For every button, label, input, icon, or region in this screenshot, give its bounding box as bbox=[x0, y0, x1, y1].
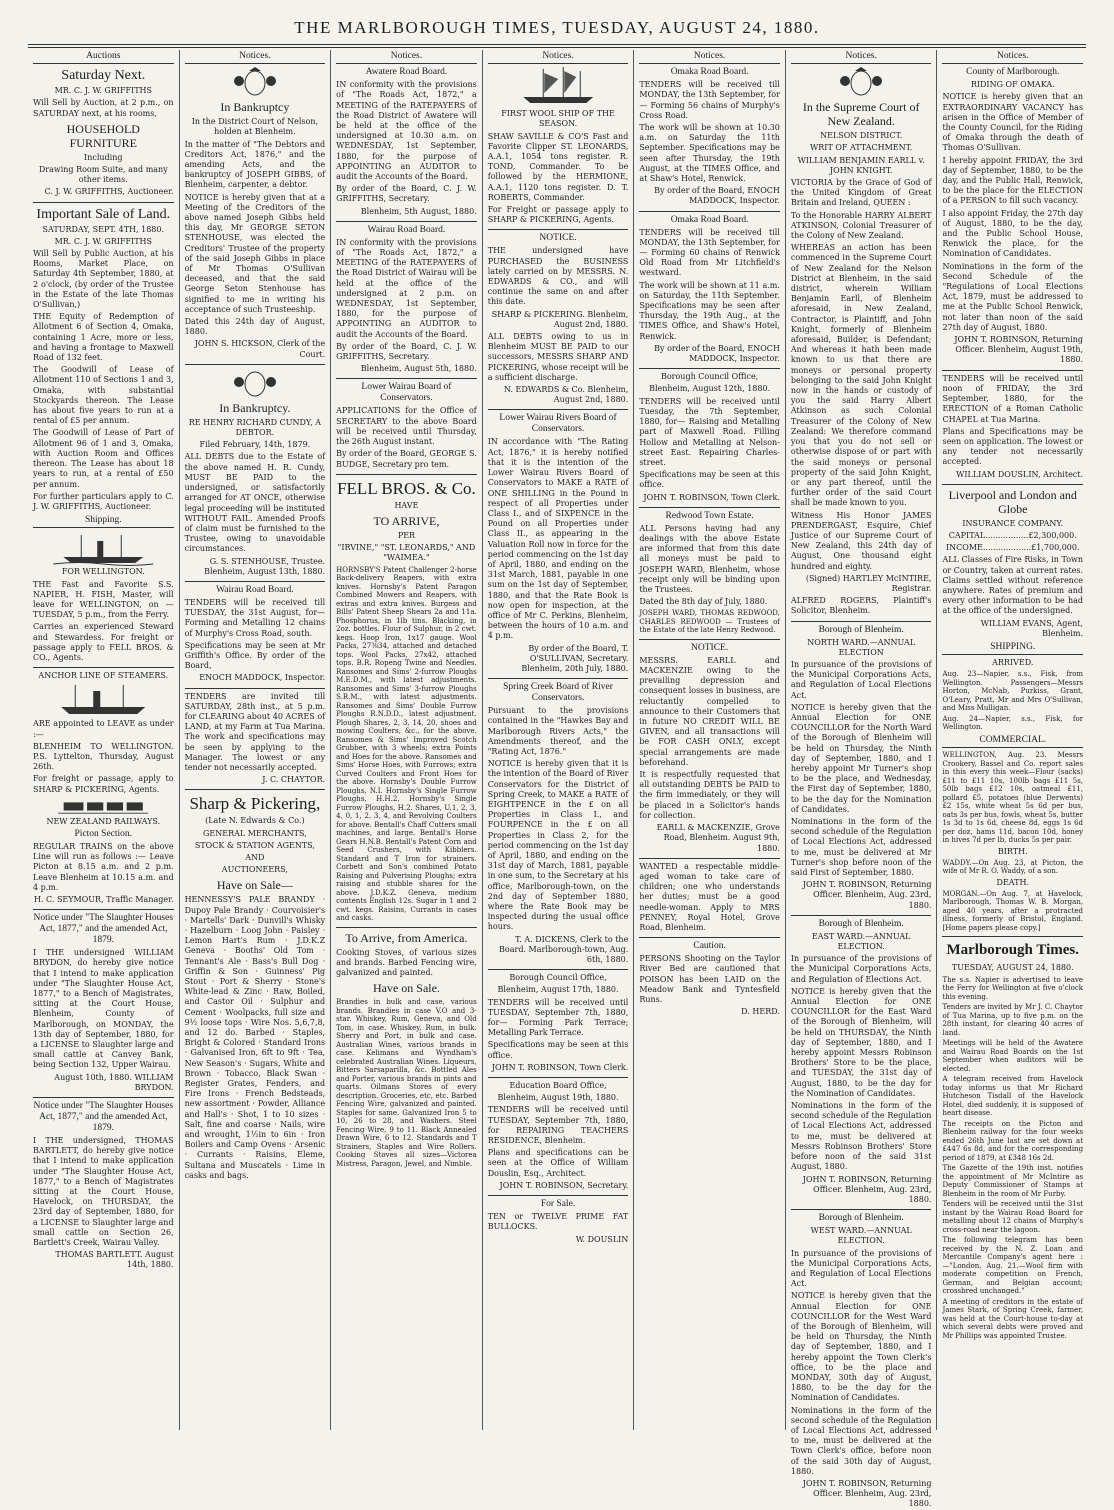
ad-text: The Goodwill of Lease of Allotment 110 of Sections 1 and 3, Omaka, with substantial Stockyards thereon. The Lease has about five years to run at a rental of £5 per annum. bbox=[33, 365, 174, 426]
ad-signature: D. HERD. bbox=[741, 1007, 780, 1017]
ad-text: GENERAL MERCHANTS, bbox=[203, 828, 307, 838]
ad-heading: County of Marlborough. bbox=[966, 67, 1060, 78]
ad-text: Carries an experienced Steward and Stewardess. For freight or passage apply to FELL BROS. & CO., Agents. bbox=[33, 622, 174, 662]
royal-crest-icon bbox=[225, 67, 285, 97]
divider bbox=[791, 1209, 932, 1210]
divider bbox=[185, 688, 326, 689]
ad-text: NOTICE is hereby given that it is the intention of the Board of River Conservators for the District of Spring Creek, to MAKE a RATE of EIGHTPENCE in the £ on all Properties in Class I., and FOURPENCE in the £ on all Properties in Class 2, for the period commencing on the 1st day of April, 1880, and ending on the 31st day of March, 1881, payable in one sum, to the Secretary at his office, Marlborough-town, on the 2nd day of September 1880, where the Rate Book may be inspected during the usual office hours. bbox=[487, 759, 629, 932]
ad-signature: EARLL & MACKENZIE, Grove Road, Blenheim. August 9th, 1880. bbox=[656, 823, 780, 853]
ad-text: "IRVINE," "ST. LEONARDS," AND "WAIMEA." bbox=[337, 543, 476, 563]
ad-text: HAVE bbox=[394, 500, 419, 510]
divider bbox=[33, 667, 174, 668]
ad-text: I THE undersigned, THOMAS BARTLETT, do hereby give notice that I intend to make application under "The Slaughter House Act, 1877," to a Bench of Magistrates sitting at the Court House, Havelock, on THURSDAY, the 23rd day of September, 1880, for a LICENSE to Slaughter large and small cattle on Section 26, Bartlett's Creek, Wairau Valley. bbox=[33, 1136, 174, 1248]
ad-date: Blenheim, August 17th, 1880. bbox=[497, 985, 619, 995]
ad-text: Dated this 24th day of August, 1880. bbox=[184, 317, 326, 337]
ad-signature: JOHN T. ROBINSON, Returning Officer. Blenheim, Aug. 23rd, 1880. bbox=[802, 880, 932, 910]
ad-text: EAST WARD.—ANNUAL ELECTION. bbox=[811, 931, 911, 952]
ad-heading: Notice under "The Slaughter Houses Act, 1877," and the amended Act, 1879. bbox=[33, 913, 174, 946]
ad-text: TENDERS will be received till MONDAY, the 13th September, for— Forming 56 chains of Murphy's Cross Road. bbox=[639, 80, 780, 120]
ad-text: VICTORIA by the Grace of God of the United Kingdom of Great Britain and Ireland, QUEEN : bbox=[790, 178, 932, 208]
ad-text: ARRIVED. bbox=[992, 658, 1034, 668]
divider bbox=[791, 915, 932, 916]
column-heading: Auctions bbox=[33, 50, 174, 64]
ad-text: For Freight or passage apply to SHARP & PICKERING, Agents. bbox=[487, 205, 629, 225]
ad-heading: Borough of Blenheim. bbox=[818, 918, 904, 929]
ad-text: NOTICE is hereby given that the Annual Election for ONE COUNCILLOR for the West Ward of the Borough of Blenheim, will be held on Thursday, the Ninth day of September, 1880, and I hereby appoint the Town Clerk's office, to be the place and MONDAY, 30th day of August, 1880, to be the day for the Nomination of Candidates. bbox=[790, 1291, 932, 1403]
ad-text: BLENHEIM TO WELLINGTON. P.S. Lyttelton, Thursday, August 26th. bbox=[33, 741, 174, 772]
ad-heading: Liverpool and London and Globe bbox=[948, 487, 1077, 516]
ad-text: For freight or passage, apply to SHARP & PICKERING, Agents. bbox=[33, 774, 174, 794]
ad-heading: Notice under "The Slaughter Houses Act, 1877," and the amended Act, 1879. bbox=[33, 1101, 174, 1134]
editorial-title: Marlborough Times. bbox=[946, 942, 1080, 959]
ad-text: THE Equity of Redemption of Allotment 6 of Section 4, Omaka, containing 1 Acre, more or less, and having a frontage to Maxwell Road of 132 feet. bbox=[33, 312, 174, 363]
divider bbox=[33, 1097, 174, 1098]
divider bbox=[942, 936, 1083, 937]
section-heading: SHIPPING. bbox=[942, 641, 1083, 655]
ad-date: SATURDAY, SEPT. 4TH, 1880. bbox=[42, 224, 165, 234]
ad-heading: Have on Sale— bbox=[216, 878, 293, 893]
ad-text: ALL DEBTS owing to us in Blenheim MUST BE PAID to our successors, MESSRS SHARP AND PICKERING, whose receipt will be a sufficient discharge. bbox=[487, 332, 629, 382]
divider bbox=[639, 858, 780, 859]
ad-signature: N. EDWARDS & Co. Blenheim, August 2nd, 1880. bbox=[503, 385, 629, 405]
train-icon bbox=[40, 797, 167, 815]
ad-text: Education Board Office, bbox=[509, 1081, 607, 1091]
divider bbox=[639, 639, 780, 640]
ad-text: ALL Persons having had any dealings with the above Estate are informed that from this date all moneys must be paid to JOSEPH WARD, Blenheim, whose receipt only will be binding upon the Trustees. bbox=[639, 523, 780, 594]
column-auctions bbox=[28, 50, 179, 1430]
ad-text: PERSONS Shooting on the Taylor River Bed are cautioned that POISON has been LAID on the Meadow Bank and Tyntesfield Runs. bbox=[639, 954, 780, 1004]
ad-text: I hereby appoint FRIDAY, the 3rd day of September, 1880, to be the day, and the Public Hall, Renwick, to be the place for the ELECTION of a PERSON to fill such vacancy. bbox=[942, 155, 1084, 206]
ad-text: The work will be shown at 10.30 a.m. on Saturday the 11th September. Specifications may be seen after Thursday, the 19th August, at the TIMES Office, and at Shaw's Hotel, Renwick. bbox=[639, 123, 780, 184]
ad-heading: Caution. bbox=[693, 941, 726, 952]
column-notices-7 bbox=[936, 50, 1088, 1430]
ad-text: NOTICE is hereby given that an EXTRAORDINARY VACANCY has arisen in the Office of Member of the County Council, for the Riding of Omaka through the death of Thomas O'Sullivan. bbox=[942, 92, 1084, 153]
ad-text: Borough Council Office, bbox=[660, 372, 759, 382]
ad-text: Specifications may be seen at this office. bbox=[487, 1040, 629, 1060]
ad-signature: By order of the Board, ENOCH MADDOCK, Inspector. bbox=[654, 343, 780, 364]
ad-heading: Have on Sale. bbox=[372, 981, 440, 996]
ad-text: WANTED a respectable middle-aged woman to take care of children; one who understands her duties; must be a good needle-woman. Apply to MRS PENNEY, Royal Hotel, Grove Road, Blenheim. bbox=[639, 861, 780, 932]
ad-text: In pursuance of the provisions of the Municipal Corporations Acts, and Regulation of Local Elections Act. bbox=[790, 659, 932, 700]
ad-signature: C. J. W. GRIFFITHS, Auctioneer. bbox=[44, 187, 174, 197]
ad-text: Will Sell by Auction, at 2 p.m., on SATURDAY next, at his rooms, bbox=[33, 98, 174, 118]
ad-heading: Borough of Blenheim. bbox=[818, 624, 904, 635]
ad-signature: J. C. CHAYTOR. bbox=[262, 775, 326, 785]
news-item: Tenders will be received until the 31st instant by the Wairau Road Board for metalling about 12 chains of Murphy's cross-road near the lagoon. bbox=[942, 1200, 1084, 1234]
divider bbox=[942, 370, 1083, 371]
ad-text: In pursuance of the provisions of the Municipal Corporations Acts, and Regulation of Elections Act. bbox=[790, 954, 932, 984]
ad-text: Nominations in the form of the second schedule of the Regulation of Local Elections Act, addressed to me, must be delivered at Messrs Robinson Brothers' Store before noon of the said 31st August, 1880. bbox=[790, 1101, 932, 1172]
ad-signature: By order of the Board, ENOCH MADDOCK, Inspector. bbox=[654, 186, 780, 206]
ad-heading: NOTICE. bbox=[691, 642, 729, 653]
auctioneer-name: MR. C. J. W. GRIFFITHS bbox=[54, 86, 152, 96]
ad-heading: Saturday Next. bbox=[61, 68, 146, 84]
ad-heading: Wairau Road Board. bbox=[216, 584, 294, 595]
divider bbox=[185, 364, 326, 365]
ad-text: WELLINGTON, Aug. 23. Messrs Crookery, Bassel and Co. report sales in this every this week—Flour (sacks) £11 to £11 10s, 100lb bags £11 5s, 50lb bags £12 10s, oatmeal £11, pollard £5, potatoes (blue Derwents) £2 15s, white wheat 5s 6d per bus, oats 3s per bus, fowls, wheat 5s, butter 1s 3d to 1s 6d, cheese 8d, eggs 1s 6d per doz, hams 11d, bacon 10d, honey in hives 7d per lb, ducks 5s per pair. bbox=[942, 751, 1084, 845]
ad-signature: G. S. STENHOUSE, Trustee. Blenheim, August 13th, 1880. bbox=[204, 556, 326, 576]
ad-text: STOCK & STATION AGENTS, bbox=[194, 840, 315, 850]
route-heading: NEW ZEALAND RAILWAYS. bbox=[46, 816, 161, 826]
ad-text: By order of the Board, GEORGE S. BUDGE, Secretary pro tem. bbox=[336, 449, 477, 469]
ad-text: The Goodwill of Lease of Part of Allotment 96 of 1 and 3, Omaka, with Auction Room and Offices thereon. The Lease has about 18 years to run, at a rental of £50 per annum. bbox=[33, 428, 174, 489]
ad-signature: JOHN T. ROBINSON, Returning Officer. Blenheim, August 19th, 1880. bbox=[954, 335, 1084, 365]
ad-text: NORTH WARD.—ANNUAL ELECTION bbox=[807, 637, 916, 657]
ad-text: REGULAR TRAINS on the above Line will run as follows :— Leave Picton at 8.15 a.m. and 2 p.m. Leave Blenheim at 10.15 a.m. and 4 p.m. bbox=[33, 841, 174, 892]
ad-text: ALFRED ROGERS, Plaintiff's Solicitor, Blenheim. bbox=[790, 596, 932, 616]
ad-text: MORGAN.—On Aug. 7, at Havelock, Marlborough, Thomas W. B. Morgan, aged 40 years, after a protracted illness, formerly of Bristol, England. [Home papers please copy.] bbox=[942, 889, 1084, 932]
ad-signature: JOHN T. ROBINSON, Returning Officer. Blenheim, Aug. 23rd, 1880. bbox=[802, 1174, 932, 1204]
route-heading: ANCHOR LINE OF STEAMERS. bbox=[38, 671, 169, 681]
divider bbox=[791, 621, 932, 622]
ad-text: WILLIAM BENJAMIN EARLL v. JOHN KNIGHT. bbox=[797, 155, 925, 175]
ad-text: For further particulars apply to C. J. W. GRIFFITHS, Auctioneer. bbox=[33, 491, 174, 511]
ad-signature: JOHN T. ROBINSON, Returning Officer. Blenheim, Aug. 23rd, 1880. bbox=[802, 1478, 932, 1509]
ad-text: SHAW SAVILLE & CO'S Fast and Favorite Clipper ST. LEONARDS, A.A.1, 1054 tons register. R. TOND, Commander. To be followed by the HERMIONE, A.A.1, 1120 tons register. D. T. ROBERTS, Commander. bbox=[487, 131, 629, 202]
ad-text: THE undersigned have PURCHASED the BUSINESS lately carried on by MESSRS. N. EDWARDS & CO., and will continue the same on and after this date. bbox=[487, 246, 629, 307]
ad-heading: Omaka Road Board. bbox=[670, 67, 749, 78]
ad-text: TENDERS are invited till SATURDAY, 28th inst., at 5 p.m. for CLEARING about 40 ACRES of LAND, at my Farm at Tua Marina. The work and specifications may be seen by applying to the Manager. The lowest or any tender not necessarily accepted. bbox=[184, 691, 326, 772]
columns bbox=[28, 50, 1088, 1509]
ad-text: IN conformity with the provisions of "The Roads Act, 1872," a MEETING of the RATEPAYERS of the Road District of Wairau will be held at the office of the undersigned at 2 p.m. on WEDNESDAY, 1st September, 1880, for the purpose of APPOINTING an AUDITOR to audit the Accounts of the Board. bbox=[336, 237, 477, 339]
ad-heading: Borough of Blenheim. bbox=[818, 1213, 904, 1224]
ad-signature: JOHN T. ROBINSON, Town Clerk. bbox=[491, 1062, 629, 1072]
ad-text: APPLICATIONS for the Office of SECRETARY to the above Board will be received until Thursday, the 26th August instant. bbox=[336, 406, 477, 447]
ad-signature: ENOCH MADDOCK, Inspector. bbox=[199, 673, 326, 683]
ad-text: Including bbox=[84, 152, 123, 162]
ad-signature: (Signed) HARTLEY McINTIRE, Registrar. bbox=[805, 573, 932, 593]
product-list: Brandies in bulk and case, various brands. Brandies in case V.O and 3-star. Whiskey, Rum, Geneva, and Old Tom, in case. Whiskey, Rum, in bulk. Sherry and Port, in bulk and case. Australian Wines, various brands in case. Kelimans and Wyndham's celebrated Australian Wines. Liqueurs, Bitters Sarsaparilla, &c. Bottled Ales and Porter, various brands in pints and quarts. Oilmans Stores of every description. Groceries, etc, etc. Barbed Fencing Wire, galvanized and painted. Staples for same. Galvanized Iron 5 to 10, 26 to 28, and Washers. Steel Fencing Wire, 9 to 11. Black Annealed Drawn Wire, 6 to 12. Standards and T Strainers, Staples and Wire Rollers. Cooking Stoves all sizes—Victorea Mistress, Paragon, Jewel, and Nimble. bbox=[336, 998, 477, 1168]
divider bbox=[336, 927, 477, 928]
ad-date: Dated the 8th day of July, 1880. bbox=[639, 597, 768, 607]
column-heading: Notices. bbox=[791, 50, 932, 64]
divider bbox=[488, 229, 629, 230]
divider bbox=[488, 1077, 629, 1078]
ad-text: Will Sell by Public Auction, at his Rooms, Market Place, on Saturday 4th September, 1880, at 2 o'clock, (by order of the Trustee in the Estate of the late Thomas O'Sullivan,) bbox=[33, 249, 174, 310]
ad-signature: JOHN T. ROBINSON, Town Clerk. bbox=[643, 492, 780, 502]
ad-text: ARE appointed to LEAVE as under :— bbox=[33, 719, 174, 739]
ad-heading: For Sale. bbox=[540, 1199, 576, 1210]
ad-heading: NOTICE. bbox=[539, 233, 577, 244]
ad-text: I also appoint Friday, the 27th day of August, 1880, to be the day, and the Public School House, Renwick the place, for the Nomination of Candidates. bbox=[942, 208, 1084, 259]
ad-heading: Lower Wairau Rivers Board of Conservators. bbox=[499, 413, 617, 435]
news-item: Tenders are invited by Mr J. C. Chaytor of Tua Marina, up to five p.m. on the 28th instant, for clearing 40 acres of land. bbox=[942, 1003, 1084, 1037]
ad-heading: In Bankruptcy bbox=[220, 100, 290, 115]
ad-text: TENDERS will be received till TUESDAY, the 31st August, for— Forming and Metalling 12 chains of Murphy's Cross Road, south. bbox=[184, 597, 326, 638]
ad-signature: SHARP & PICKERING. Blenheim, August 2nd, 1880. bbox=[491, 309, 629, 329]
masthead: THE MARLBOROUGH TIMES, TUESDAY, AUGUST 24, 1880. bbox=[294, 18, 820, 37]
ad-text: Pursuant to the provisions contained in the "Hawkes Bay and Marlborough Rivers Acts," the Amendments thereof, and the "Rating Act, 1876." bbox=[487, 706, 629, 756]
ad-heading: FIRST WOOL SHIP OF THE SEASON. bbox=[501, 109, 615, 129]
editorial-date: TUESDAY, AUGUST 24, 1880. bbox=[951, 963, 1074, 973]
ad-heading: Lower Wairau Board of Conservators. bbox=[361, 382, 452, 404]
divider bbox=[33, 909, 174, 910]
ad-text: In the matter of "The Debtors and Creditors Act, 1876," and the amending Acts, and the bankruptcy of JOSEPH GIBBS, of Blenheim, carpenter, a debtor. bbox=[184, 139, 326, 190]
divider bbox=[33, 202, 174, 203]
ad-signature: WILLIAM DOUSLIN, Architect. bbox=[956, 469, 1084, 479]
news-item: The Gazette of the 19th inst. notifies the appointment of Mr McIntire as Deputy Commissioner of Stamps at Blenheim in the room of Mr Furby. bbox=[942, 1164, 1084, 1198]
ad-signature: THOMAS BARTLETT. August 14th, 1880. bbox=[55, 1250, 174, 1270]
ad-signature: JOHN T. ROBINSON, Secretary. bbox=[499, 1180, 629, 1190]
ad-text: Witness His Honor JAMES PRENDERGAST, Esquire, Chief Justice of our Supreme Court of New Zealand, this 24th day of August, One thousand eight hundred and eighty. bbox=[790, 510, 932, 571]
divider bbox=[942, 484, 1083, 485]
ad-text: NOTICE is hereby given that the Annual Election for ONE COUNCILLOR for the North Ward of the Borough of Blenheim will be held on Thursday, the Ninth day of September, 1880, and I hereby appoint Mr Turner's shop to be the place, and Wednesday, the First day of September, 1880, to be the day for the Nomination of Candidates. bbox=[790, 702, 932, 814]
ad-text: Aug. 23—Napier, s.s., Fisk, from Wellington. Passengers—Messrs Horton, McNab, Purkiss, Grant, O'Leary, Pratt, Mr and Mrs O'Sullivan, and Miss Mulligan. bbox=[942, 670, 1084, 713]
ad-text: INCOME...................£1,700,000. bbox=[945, 543, 1080, 553]
steamship-icon bbox=[40, 683, 167, 717]
ad-text: TENDERS will be received until noon of FRIDAY, the 3rd September, 1880, for the ERECTION of a Roman Catholic CHAPEL at Tua Marina. bbox=[942, 373, 1084, 424]
product-list: HENNESSY'S PALE BRANDY · Dupoy Pale Brandy · Courvoisier's · Martells' Dark · Dunvill's Whisky · Hazelburn · Loog John · Paisley · Lemon Hart's Rum · J.D.K.Z Geneva · Booths' Old Tom · Tennant's Ale · Bass's Bull Dog · Griffin & Son · Guinness' Pig Stout · Port & Sherry · Stone's White-lead & Zinc · Raw, Boiled, and Castor Oil · Sulphur and Cement · Woolpacks, full size and 9½ loose tops · Wire Nos. 5,6,7,8, and 12 do. Barbed · Staples, Bright & Colored · Standard Irons · Galvanised Iron, 6ft to 9ft · Tea, New Season's · Sugars, White and Brown · Tobacco, Black Swan · Register Grates, Fenders, and Fire Irons · French Bedsteads, new assortment · Powder, Alliance and Hall's · Shot, 1 to 10 sizes · Salt, fine and coarse · Nails, wire and wrought, 1½in to 6in · Iron Boilers and Camp Ovens · Arsenic · Currants · Raisins, Eleme, Sultana and Muscatels · Lime in casks and bags. bbox=[184, 895, 326, 1180]
ad-heading: Spring Creek Board of River Conservators. bbox=[503, 682, 613, 704]
ad-text: Nominations in the form of the second schedule of the Regulation of Local Elections Act, addressed to me, must be delivered at Mr Turner's shop before noon of the said First of September, 1880. bbox=[790, 817, 932, 878]
ad-text: Nominations in the form of the Second Schedule of the "Regulations of Local Elections Act, 1879, must be addressed to me at the Public School Renwick, not later than noon of the said 27th day of August, 1880. bbox=[942, 261, 1084, 332]
ad-text: ALL Classes of Fire Risks, in Town or Country, taken at current rates. Claims settled without reference anywhere. Rates of premium and every other information to be had at the office of the undersigned. bbox=[942, 555, 1084, 616]
news-item: The following telegram has been received by the N. Z. Loan and Mercantile Company's agent here :—"London, Aug. 21.—Wool firm with moderate competition on French, German, and Belgian account; crossbred unchanged." bbox=[942, 1236, 1084, 1296]
ad-text: The work will be shown at 11 a.m. on Saturday, the 11th September. Specifications may be seen after Thursday, the 19th Aug., at the TIMES Office, and Shaw's Hotel, Renwick. bbox=[639, 280, 780, 341]
ad-text: PER bbox=[397, 530, 416, 540]
ad-heading: Sharp & Pickering, bbox=[189, 794, 321, 814]
column-notices-4 bbox=[482, 50, 634, 1430]
ad-text: Borough Council Office, bbox=[509, 973, 607, 983]
ad-signature: August 10th, 1880. WILLIAM BRYDON. bbox=[54, 1072, 174, 1092]
ad-heading: In the Supreme Court of New Zealand. bbox=[802, 100, 920, 129]
ad-text: NOTICE is hereby given that at a Meeting of the Creditors of the above named Joseph Gibbs held this day, Mr GEORGE SETON STENHOUSE, was elected the Creditors' Trustee of the property of the said Joseph Gibbs in place of Mr Thomas O'Sullivan deceased, and that the said George Seton Stenhouse has signified to me in writing his acceptance of such Trusteeship. bbox=[184, 192, 326, 314]
sailing-ship-icon bbox=[495, 67, 622, 107]
ad-signature: Blenheim, 5th August, 1880. bbox=[360, 206, 477, 216]
divider bbox=[336, 474, 477, 475]
steamship-icon bbox=[40, 531, 167, 565]
ad-date: Blenheim, August 12th, 1880. bbox=[649, 384, 771, 394]
ad-text: Aug. 24—Napier, s.s., Fisk, for Wellington. bbox=[942, 714, 1084, 732]
divider bbox=[488, 678, 629, 679]
column-heading: Notices. bbox=[488, 50, 629, 64]
ad-text: IN conformity with the provisions of "The Roads Act, 1872," a MEETING of the RATEPAYERS of the Road District of Awatere will be held at the office of the undersigned at 10.30 a.m. on WEDNESDAY, 1st September, 1880, for the purpose of APPOINTING an AUDITOR to audit the Accounts of the Board. bbox=[336, 80, 477, 182]
ad-text: AND bbox=[245, 852, 265, 862]
divider bbox=[488, 409, 629, 410]
ad-signature: By order of the Board, T. O'SULLIVAN, Secretary. Blenheim, 20th July, 1880. bbox=[521, 643, 629, 673]
divider bbox=[639, 507, 780, 508]
ad-text: AUCTIONEERS, bbox=[221, 865, 288, 875]
ad-text: WHEREAS an action has been commenced in the Supreme Court of New Zealand for the Nelson District at Blenheim, in the said district, wherein William Benjamin Earll, of Blenheim aforesaid, in New Zealand, Contractor, is Plaintiff, and John Knight, formerly of Blenheim aforesaid, Builder, is Defendant; And whereas it hath been made known to us that there are moneys or personal property belonging to the said John Knight now in the hands or custody of you the said Harry Albert Atkinson as such Colonial Treasurer of the Colony of New Zealand: We therefore command you that you do not sell or otherwise dispose of or part with the said moneys or personal property of the said John Knight, or any part thereof, until the further order of the said Court shall be made known to you. bbox=[790, 243, 932, 508]
ad-text: IN accordance with "The Rating Act, 1876," it is hereby notified that it is the intention of the Lower Wairau Rivers Board of Conservators to MAKE a RATE of ONE SHILLING in the Pound in respect of all Properties under Class I., and of SIXPENCE in the Pound on all Properties under Class II., as appearing in the Valuation Roll now in force for the period commencing on the 1st day of April, 1880, and ending on the 31st March, 1881, payable in one sum on the 1st day of September, 1880, and that the Rate Book is now open for inspection, at the office of Mr C. Perkins, Blenheim, between the hours of 10 a.m. and 4 p.m. bbox=[487, 437, 629, 641]
ad-text: Specifications may be seen at this office. bbox=[639, 470, 780, 490]
ad-text: RIDING OF OMAKA. bbox=[970, 80, 1055, 90]
ad-text: BIRTH. bbox=[997, 846, 1028, 856]
ad-text: NOTICE is hereby given that the Annual Election for ONE COUNCILLOR for the East Ward of the Borough of Blenheim, will be held on THURSDAY, the Ninth day of September, 1880, and I hereby appoint Messrs Robinson Brothers' Store to be the place, and TUESDAY, the 31st day of August, 1880, to be the day for the Nomination of Candidates. bbox=[790, 986, 932, 1098]
ad-heading: WRIT OF ATTACHMENT. bbox=[810, 143, 913, 153]
column-heading: Notices. bbox=[336, 50, 477, 64]
divider bbox=[639, 368, 780, 369]
ad-signature: JOHN S. HICKSON, Clerk of the Court. bbox=[194, 339, 326, 359]
ad-text: (Late N. Edwards & Co.) bbox=[205, 816, 305, 826]
ad-text: INSURANCE COMPANY. bbox=[962, 518, 1064, 528]
ad-text: Plans and Specifications may be seen on application. The lowest or any tender not necessarily accepted. bbox=[942, 426, 1084, 467]
ad-signature: H. C. SEYMOUR, Traffic Manager. bbox=[33, 894, 174, 904]
ad-signature: Blenheim, August 5th, 1880. bbox=[360, 364, 477, 374]
masthead-rule bbox=[28, 44, 1086, 48]
route-heading: FOR WELLINGTON. bbox=[61, 567, 145, 577]
news-item: A telegram received from Havelock today informs us that Mr Richard Hutcheson Tisdall of the Havelock Hotel, died suddenly, it is supposed of heart disease. bbox=[942, 1075, 1084, 1118]
ad-signature: W. DOUSLIN bbox=[575, 1234, 629, 1244]
column-notices-5 bbox=[633, 50, 785, 1430]
ad-signature: JOSEPH WARD, THOMAS REDWOOD, CHARLES REDWOOD — Trustees of the Estate of the late Henry Redwood. bbox=[639, 609, 780, 635]
ad-text: Nominations in the form of the second schedule of the Regulation of Local Elections Act, addressed to me, must be delivered at the Town Clerk's office, before noon of the said 30th day of August, 1880. bbox=[790, 1405, 932, 1476]
ad-heading: In Bankruptcy. bbox=[219, 400, 291, 415]
section-heading: Shipping. bbox=[33, 514, 174, 528]
product-list: HORNSBY'S Patent Challenger 2-horse Back-delivery Reapers, with extra knives. Hornsby's Patent Paragon Combined Mowers and Reapers, with extras and extra knives. Burgess and Bills' Patent Sheep Shears 2a and 11a. Phosphorus, in 1lb tins. Blacking, in 2oz. bottles. Flour of Sulphur, in 2 cwt. kegs. Hoop Iron, 1x17 gauge. Wool Packs, 27⅜34, attached and detached tops. Wool Packs, 27x42, attached tops. B.R. Ropeng Twine and Needles. Ransomes and Sims' 2-furrow Ploughs M.E.D.M., with latest adjustments. Ransomes and Sims' 3-furrow Ploughs S.R.M., with latest adjustments. Ransomes and Sims' Double Furrow Ploughs R.N.D.D., latest adjustment. Plough Shares, 2, 3, 14, 20, shoes and mowing Coulters, &c., for the above. Ransomes & Sims' Improved Scotch Grubber, with 3 wheels; extra Points and Hoes for the above. Ransomes and Sims' Horse Hoes, with Furrows; extra Curved Coulters and Front Hoes for the above. Hornsby's Double Furrow Ploughs, N.I. Hornsby's Single Furrow Ploughs, H.H.2. Hornsby's Single Furrow Ploughs, H.2. Shares, U.1, 2, 3, 4, 0, 1, 2, 3, 4, and Revolving Coulters for above. Bentall's Chaff Cutters small machines, and large. Bentall's Horse Gears H.N.B. Bentall's Patent Corn and Seed Crushers, with Kibblers. Standard and T Iron for strainers. Corbett and Son's combined Potato Raising and Pulverising Ploughs; extra raising and stubble shares for the above. J.D.K.Z. Geneva, medium contents English 12s. Sugar in 1 and 2 cwt. kegs. Raisins, Currants in cases and casks. bbox=[336, 565, 477, 923]
ad-text: TENDERS will be received until Tuesday, the 7th September, 1880, for— Raising and Metalling part of Maxwell Road. Filling Hollow and Metalling at Nelson-street East. Repairing Charles-street. bbox=[639, 396, 780, 467]
column-heading: Notices. bbox=[185, 50, 326, 64]
divider bbox=[185, 789, 326, 790]
news-item: A meeting of creditors in the estate of James Stark, of Spring Creek, farmer, was held at the Court-house to-day at which several debts were proved and Mr Phillips was appointed Trustee. bbox=[942, 1297, 1084, 1340]
ad-heading: Awatere Road Board. bbox=[365, 67, 448, 78]
ad-text: DEATH. bbox=[996, 877, 1029, 887]
ad-text: By order of the Board, C. J. W. GRIFFITHS, Secretary. bbox=[336, 341, 477, 362]
ad-text: WADDY.—On Aug. 23, at Picton, the wife of Mr R. O. Waddy, of a son. bbox=[942, 858, 1084, 876]
divider bbox=[488, 1195, 629, 1196]
ad-heading: HOUSEHOLD FURNITURE bbox=[66, 121, 140, 150]
column-notices-3 bbox=[330, 50, 482, 1430]
column-heading: Notices. bbox=[942, 50, 1083, 64]
royal-crest-icon bbox=[831, 67, 891, 97]
ad-date: Blenheim, August 19th, 1880. bbox=[497, 1093, 619, 1103]
ad-text: WEST WARD.—ANNUAL ELECTION. bbox=[810, 1226, 912, 1246]
ad-text: In the District Court of Nelson, holden at Blenheim. bbox=[191, 117, 319, 137]
news-item: The receipts on the Picton and Blenheim railway for the four weeks ended 26th June last are set down at £447 6s 8d, and for the corresponding period of 1879, at £348 16s 2d. bbox=[942, 1119, 1084, 1162]
ad-heading: Wairau Road Board. bbox=[367, 224, 446, 235]
ad-heading: Omaka Road Board. bbox=[670, 214, 749, 225]
ad-text: Drawing Room Suite, and many other items. bbox=[38, 165, 168, 185]
column-heading: Notices. bbox=[639, 50, 780, 64]
ad-text: Plans and specifications can be seen at the Office of William Douslin, Esq., Architect. bbox=[487, 1148, 629, 1178]
news-item: The s.s. Napier is advertised to leave the Ferry for Wellington at five o'clock this evening. bbox=[942, 975, 1084, 1001]
ad-heading: Picton Section. bbox=[74, 828, 133, 839]
ad-text: In pursuance of the provisions of the Municipal Corporations Acts, and Regulation of Local Elections Act. bbox=[790, 1248, 932, 1289]
ad-text: THE Fast and Favorite S.S. NAPIER, H. FISH, Master, will leave for WELLINGTON, on — TUESDAY, 5 p.m., from the Ferry. bbox=[33, 579, 174, 620]
divider bbox=[185, 581, 326, 582]
divider bbox=[336, 378, 477, 379]
ad-text: To the Honorable HARRY ALBERT ATKINSON, Colonial Treasurer of the Colony of New Zealand. bbox=[790, 210, 932, 241]
divider bbox=[639, 211, 780, 212]
divider bbox=[488, 969, 629, 970]
ad-heading: TO ARRIVE, bbox=[373, 513, 440, 528]
ad-text: TENDERS will be received until TUESDAY, September 7th, 1880, for REPAIRING TEACHERS RESIDENCE, Blenheim. bbox=[487, 1105, 629, 1146]
ad-heading: FELL BROS. & Co. bbox=[337, 478, 476, 498]
ad-text: Filed February, 14th, 1879. bbox=[199, 440, 311, 450]
ad-text: TENDERS will be received until TUESDAY, September 7th, 1880, for— Forming Park Terrace; Metalling Park Terrace. bbox=[487, 997, 629, 1038]
ad-text: RE HENRY RICHARD CUNDY, A DEBTOR. bbox=[188, 417, 321, 438]
ad-heading: Redwood Town Estate. bbox=[665, 510, 754, 521]
ad-heading: Important Sale of Land. bbox=[36, 206, 171, 222]
ad-text: CAPITAL.................£2,300,000. bbox=[948, 530, 1077, 540]
ad-text: Cooking Stoves, of various sizes and brands. Barbed Fencing wire, galvanized and painted. bbox=[336, 947, 477, 977]
ad-signature: T. A. DICKENS, Clerk to the Board. Marlborough-town, Aug. 6th, 1880. bbox=[499, 934, 629, 965]
ad-text: It is respectfully requested that all outstanding DEBTS be PAID to the firm immediately, or they will be placed in a Solicitor's hands for collection. bbox=[639, 770, 780, 820]
column-notices-6 bbox=[785, 50, 937, 1509]
ad-heading: To Arrive, from America. bbox=[345, 930, 468, 945]
ad-text: I THE undersigned WILLIAM BRYDON, do hereby give notice that I intend to make application under "The Slaughter House Act, 1877," to a Bench of Magistrates, sitting at the Court House, Blenheim, County of Marlborough, on MONDAY, the 13th day of September, 1880, for a LICENSE to Slaughter large and small cattle at Canvey Bank, being Section 132, Upper Wairau. bbox=[33, 948, 174, 1070]
auctioneer-name: MR. C. J. W. GRIFFITHS bbox=[54, 236, 152, 246]
ad-text: TEN or TWELVE PRIME FAT BULLOCKS. bbox=[487, 1212, 629, 1232]
ad-signature: WILLIAM EVANS, Agent, Blenheim. bbox=[980, 618, 1084, 638]
column-notices-2 bbox=[179, 50, 331, 1430]
divider bbox=[639, 937, 780, 938]
ad-text: ALL DEBTS due to the Estate of the above named H. R. Cundy, MUST BE PAID to the undersigned, or satisfactorily arranged for AT ONCE, otherwise legal proceeding will be instituted WITHOUT FAIL. Amended Proofs of claim must be furnished to the Trustee, owing to unavoidable circumstances. bbox=[184, 452, 326, 554]
ad-text: MESSRS. EARLL and MACKENZIE owing to the prevailing depression and consequent losses in business, are reluctantly compelled to announce to their Customers that in future NO CREDIT WILL BE GIVEN, and all transactions will be FOR CASH ONLY, except special arrangements are made beforehand. bbox=[639, 655, 780, 767]
section-heading: COMMERCIAL. bbox=[942, 734, 1083, 748]
news-item: Meetings will be held of the Awatere and Wairau Road Boards on the 1st September when auditors will be elected. bbox=[942, 1039, 1084, 1073]
divider bbox=[336, 221, 477, 222]
royal-crest-icon bbox=[225, 368, 285, 398]
ad-text: NELSON DISTRICT. bbox=[820, 131, 903, 141]
ad-text: Specifications may be seen at Mr Griffith's Office. By order of the Board, bbox=[184, 640, 326, 671]
ad-text: By order of the Board, C. J. W. GRIFFITHS, Secretary. bbox=[336, 184, 477, 204]
ad-text: TENDERS will be received till MONDAY, the 13th September, for— Forming 60 chains of Renwick Old Road from Mr Litchfield's westward. bbox=[639, 227, 780, 278]
